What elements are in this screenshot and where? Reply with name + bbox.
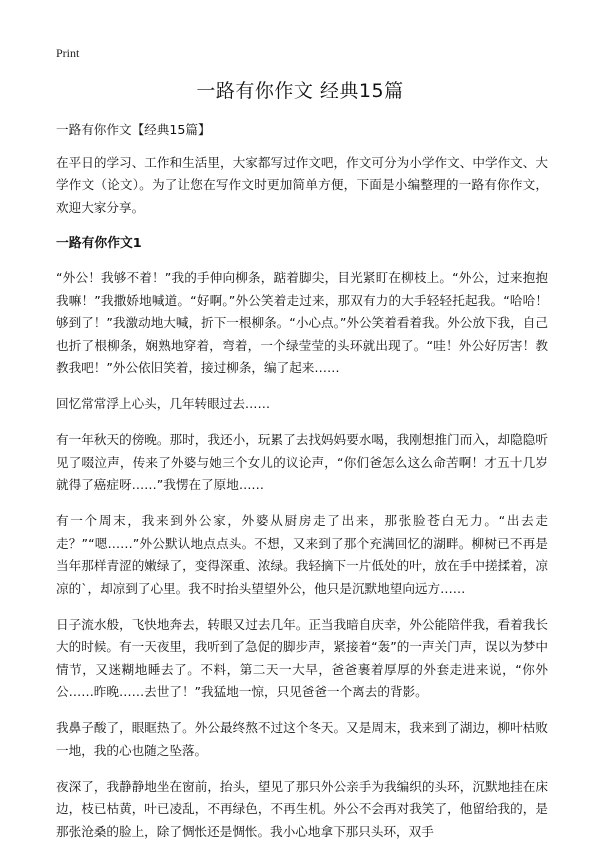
print-label: Print [56, 46, 80, 60]
body-paragraph: 夜深了，我静静地坐在窗前，抬头，望见了那只外公亲手为我编织的头环，沉默地挂在床边，枝已枯黄，叶已凌乱，不再绿色，不再生机。外公不会再对我笑了，他留给我的，是那张沧桑的脸上，除了惆怅还是惆怅。我小心地拿下那只头环，双手 [56, 778, 548, 839]
intro-paragraph: 在平日的学习、工作和生活里，大家都写过作文吧，作文可分为小学作文、中学作文、大学作文（论文）。为了让您在写作文时更加简单方便，下面是小编整理的一路有你作文，欢迎大家分享。 [56, 154, 548, 215]
body-paragraph: 回忆常常浮上心头，几年转眼过去…… [56, 396, 271, 411]
page-title: 一路有你作文 经典15篇 [196, 80, 404, 102]
body-paragraph: 我鼻子酸了，眼眶热了。外公最终熬不过这个冬天。又是周末，我来到了湖边，柳叶枯败一地，我的心也随之坠落。 [56, 720, 548, 758]
body-paragraph: 有一年秋天的傍晚。那时，我还小，玩累了去找妈妈要水喝，我刚想推门而入，却隐隐听见了啜泣声，传来了外婆与她三个女儿的议论声，“你们爸怎么这么命苦啊！才五十几岁就得了癌症呀……”我愣在了原地…… [56, 432, 548, 492]
body-paragraph: 有一个周末，我来到外公家，外婆从厨房走了出来，那张脸苍白无力。“出去走走？”“嗯……”外公默认地点点头。不想，又来到了那个充满回忆的湖畔。柳树已不再是当年那样青涩的嫩绿了，变得深重、浓绿。我轻摘下一片低处的叶，放在手中搓揉着，凉凉的`，却凉到了心里。我不时抬头望望外公，他只是沉默地望向远方…… [56, 513, 548, 596]
body-paragraph: 日子流水般，飞快地奔去，转眼又过去几年。正当我暗自庆幸，外公能陪伴我，看着我长大的时候。有一天夜里，我听到了急促的脚步声，紧接着“轰”的一声关门声，误以为梦中情节，又迷糊地睡去了。不料，第二天一大早，爸爸裹着厚厚的外套走进来说，“你外公……昨晚……去世了！”我猛地一惊，只见爸爸一个离去的背影。 [56, 616, 548, 699]
document-body [56, 119, 548, 857]
section-heading: 一路有你作文1 [56, 235, 142, 251]
body-paragraph: “外公！我够不着！”我的手伸向柳条，踮着脚尖，目光紧盯在柳枝上。“外公，过来抱抱我嘛！”我撒娇地喊道。“好啊。”外公笑着走过来，那双有力的大手轻轻托起我。“哈哈！够到了！”我激动地大喊，折下一根柳条。“小心点。”外公笑着看着我。外公放下我，自己也折了根柳条，娴熟地穿着，弯着，一个绿莹莹的头环就出现了。“哇！外公好厉害！教教我吧！”外公依旧笑着，接过柳条，编了起来…… [56, 270, 548, 375]
document-subtitle: 一路有你作文【经典15篇】 [56, 122, 211, 137]
